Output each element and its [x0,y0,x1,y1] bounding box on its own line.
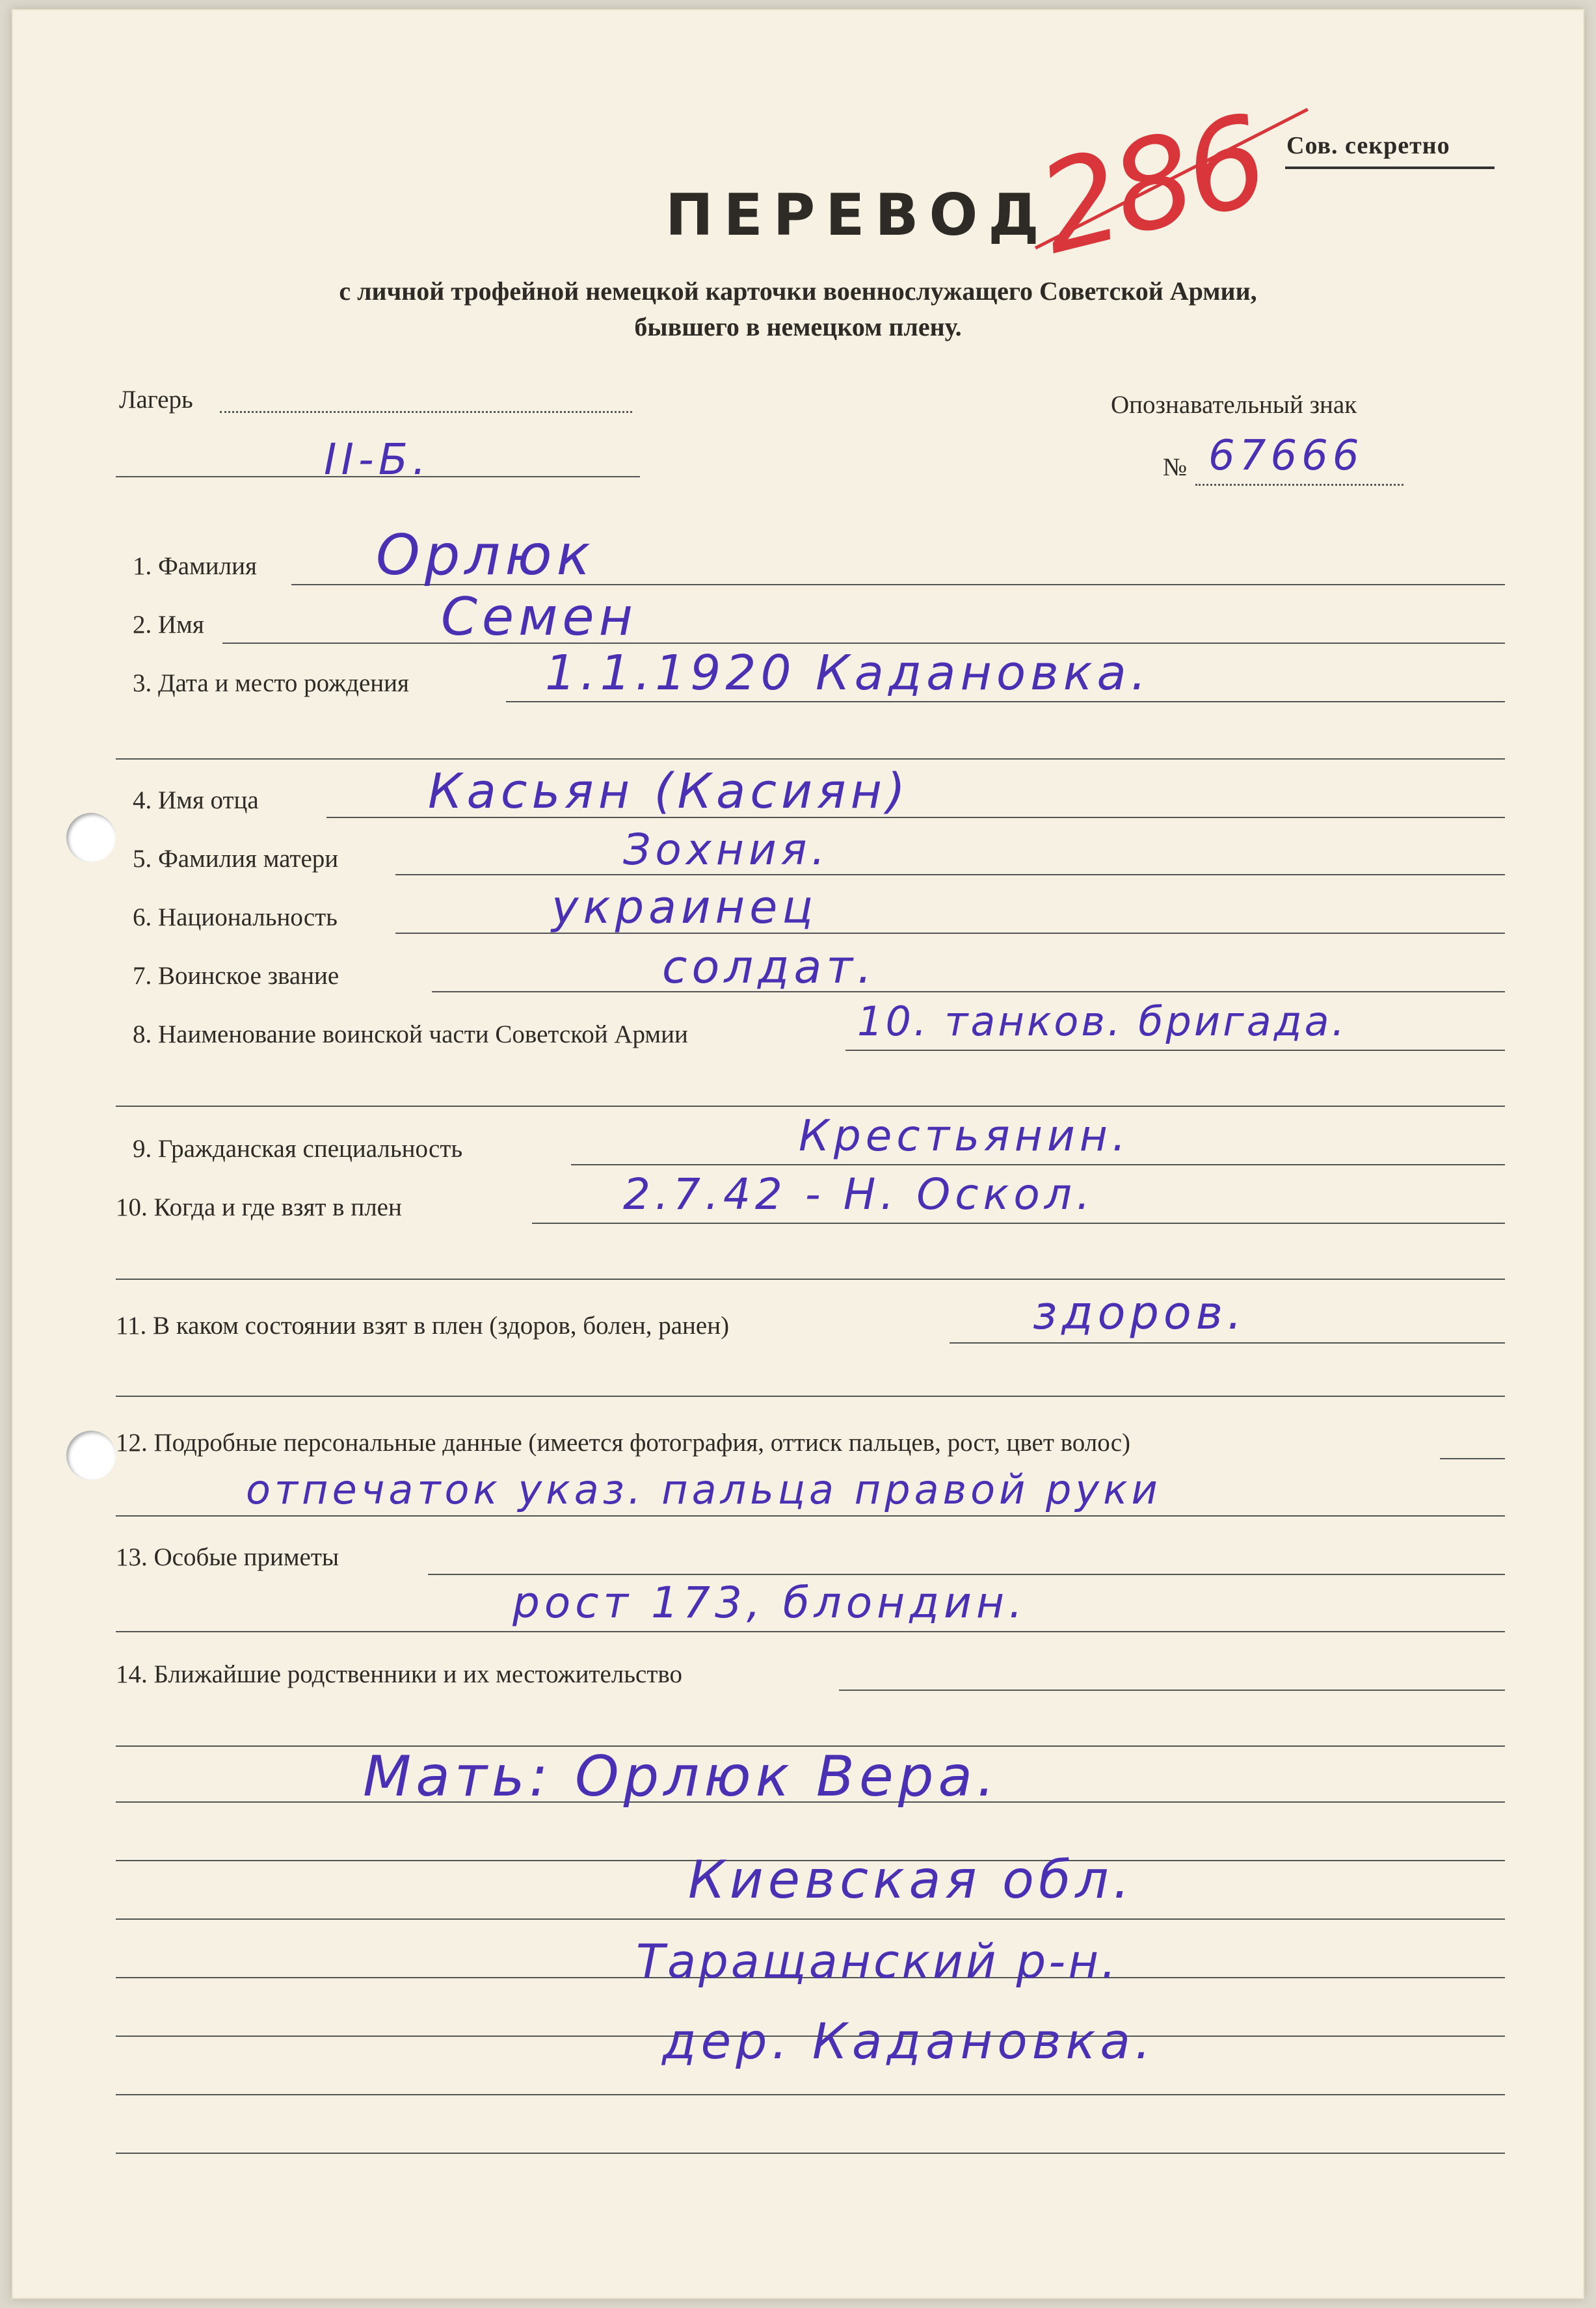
field-label-first-name: 2. Имя [133,611,204,639]
field-line-capture-extra [116,1279,1505,1280]
field-value-surname: Орлюк [376,523,595,588]
red-stamp-number: 286 [1025,88,1278,282]
field-label-civil-profession: 9. Гражданская специальность [133,1135,463,1163]
field-label-surname: 1. Фамилия [133,552,257,580]
classification-mark: Сов. секретно [1286,132,1450,159]
document-subtitle-line1: с личной трофейной немецкой карточки военнослужащего Советской Армии, [339,276,1257,306]
document-page [12,9,1584,2299]
field-line-rank [432,991,1505,992]
field-line-personal-data [1440,1458,1505,1459]
field-value-nationality: украинец [552,881,818,934]
id-tag-dotted-line [1195,484,1403,486]
camp-dotted-line [220,411,632,413]
id-tag-number: 67666 [1208,432,1364,480]
camp-value: II-Б. [324,434,431,484]
id-tag-label: Опознавательный знак [1111,391,1357,419]
field-line-condition-extra [116,1396,1505,1397]
field-line-relatives [839,1690,1505,1691]
field-label-capture: 10. Когда и где взят в плен [116,1193,402,1221]
field-line-civil-profession [571,1164,1505,1165]
field-value-father-name: Касьян (Касиян) [428,763,910,819]
field-value-unit: 10. танков. бригада. [857,998,1348,1045]
field-value-special-marks: рост 173, блондин. [512,1578,1027,1628]
field-value-civil-profession: Крестьянин. [799,1111,1130,1161]
relatives-line-2: Киевская обл. [688,1850,1134,1910]
field-line-special-marks [428,1574,1505,1575]
field-label-unit: 8. Наименование воинской части Советской Армии [133,1020,688,1048]
ruled-line [116,2153,1505,2154]
field-line-mother-surname [395,874,1505,875]
field-line-first-name [222,643,1505,644]
field-label-father-name: 4. Имя отца [133,786,259,814]
field-line-condition [950,1342,1505,1344]
field-value-capture: 2.7.42 - Н. Оскол. [623,1169,1095,1219]
field-line-unit [845,1050,1505,1051]
field-value-mother-surname: Зохния. [623,825,830,875]
field-line-capture [532,1223,1505,1224]
field-value-personal-data: отпечаток указ. пальца правой руки [246,1466,1162,1513]
field-value-rank: солдат. [662,940,877,994]
field-value-first-name: Семен [441,587,637,647]
camp-label: Лагерь [119,386,193,414]
punch-hole-top [66,813,116,862]
field-label-birth: 3. Дата и место рождения [133,669,409,697]
ruled-line [116,1918,1505,1920]
id-tag-number-prefix: № [1163,453,1188,481]
field-label-condition: 11. В каком состоянии взят в плен (здоров, болен, ранен) [116,1312,730,1340]
field-line-unit-extra [116,1106,1505,1107]
field-value-birth: 1.1.1920 Кадановка. [545,645,1151,701]
punch-hole-bottom [66,1431,116,1480]
field-label-relatives: 14. Ближайшие родственники и их местожительство [116,1660,683,1688]
field-line-birth-extra [116,758,1505,760]
ruled-line [116,2094,1505,2095]
field-label-special-marks: 13. Особые приметы [116,1543,339,1571]
field-label-personal-data: 12. Подробные персональные данные (имеется фотография, оттиск пальцев, рост, цвет волос) [116,1429,1130,1457]
field-line-special-marks-extra [116,1631,1505,1632]
document-subtitle-line2: бывшего в немецком плену. [634,312,962,341]
relatives-line-3: Таращанский р-н. [636,1934,1119,1989]
classification-underline [1285,166,1495,169]
field-label-mother-surname: 5. Фамилия матери [133,845,339,873]
field-line-birth [506,701,1505,702]
document-title: ПЕРЕВОД [665,181,1050,248]
field-label-nationality: 6. Национальность [133,903,338,931]
field-value-condition: здоров. [1033,1286,1247,1340]
field-line-personal-data-extra [116,1515,1505,1517]
relatives-line-4: дер. Кадановка. [662,2012,1156,2070]
field-label-rank: 7. Воинское звание [133,962,339,990]
relatives-line-1: Мать: Орлюк Вера. [363,1744,1000,1809]
